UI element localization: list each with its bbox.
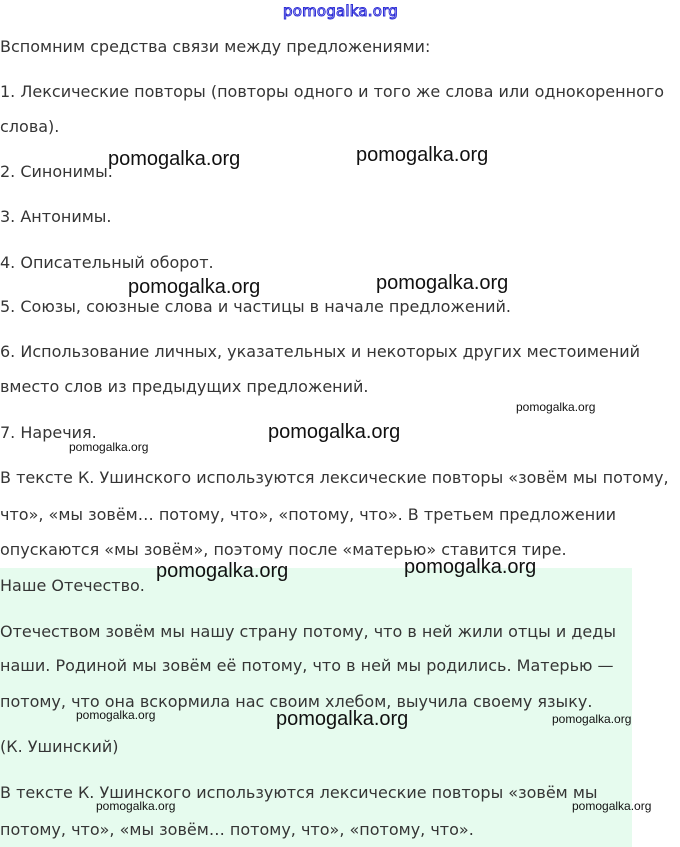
watermark: pomogalka.org	[572, 799, 652, 813]
text-line: слова).	[0, 117, 60, 136]
quote-line: Отечеством зовём мы нашу страну потому, что в ней жили отцы и деды	[0, 622, 616, 641]
watermark: pomogalka.org	[276, 708, 409, 730]
list-item: 5. Союзы, союзные слова и частицы в начале предложений.	[0, 297, 512, 316]
quote-line: наши. Родиной мы зовём её потому, что в ней мы родились. Матерью —	[0, 656, 614, 675]
watermark: pomogalka.org	[108, 148, 241, 170]
text-line: В тексте К. Ушинского используются лексические повторы «зовём мы потому,	[0, 468, 669, 487]
watermark: pomogalka.org	[516, 400, 596, 414]
list-item: 4. Описательный оборот.	[0, 253, 214, 272]
watermark: pomogalka.org	[69, 440, 149, 454]
list-item: 2. Синонимы.	[0, 162, 113, 181]
watermark: pomogalka.org	[356, 144, 489, 166]
list-item: 1. Лексические повторы (повторы одного и того же слова или однокоренного	[0, 82, 665, 101]
quote-author: (К. Ушинский)	[0, 737, 119, 756]
list-item: 6. Использование личных, указательных и некоторых других местоимений	[0, 342, 641, 361]
watermark: pomogalka.org	[268, 421, 401, 443]
text-line: В тексте К. Ушинского используются лексические повторы «зовём мы	[0, 783, 598, 802]
watermark: pomogalka.org	[96, 799, 176, 813]
watermark: pomogalka.org	[552, 712, 632, 726]
quote-line: потому, что она вскормила нас своим хлебом, выучила своему языку.	[0, 692, 593, 711]
watermark: pomogalka.org	[128, 276, 261, 298]
list-item: 7. Наречия.	[0, 423, 97, 442]
watermark: pomogalka.org	[404, 556, 537, 578]
watermark: pomogalka.org	[376, 272, 509, 294]
text-line: что», «мы зовём… потому, что», «потому, что». В третьем предложении	[0, 505, 616, 524]
watermark: pomogalka.org	[156, 560, 289, 582]
text-line: опускаются «мы зовём», поэтому после «матерью» ставится тире.	[0, 540, 567, 559]
watermark: pomogalka.org	[76, 708, 156, 722]
quote-title: Наше Отечество.	[0, 576, 145, 595]
text-line: потому, что», «мы зовём… потому, что», «потому, что».	[0, 820, 474, 839]
text-line: Вспомним средства связи между предложениями:	[0, 37, 431, 56]
site-watermark-header: pomogalka.org	[283, 2, 398, 20]
list-item: 3. Антонимы.	[0, 207, 112, 226]
text-line: вместо слов из предыдущих предложений.	[0, 377, 369, 396]
